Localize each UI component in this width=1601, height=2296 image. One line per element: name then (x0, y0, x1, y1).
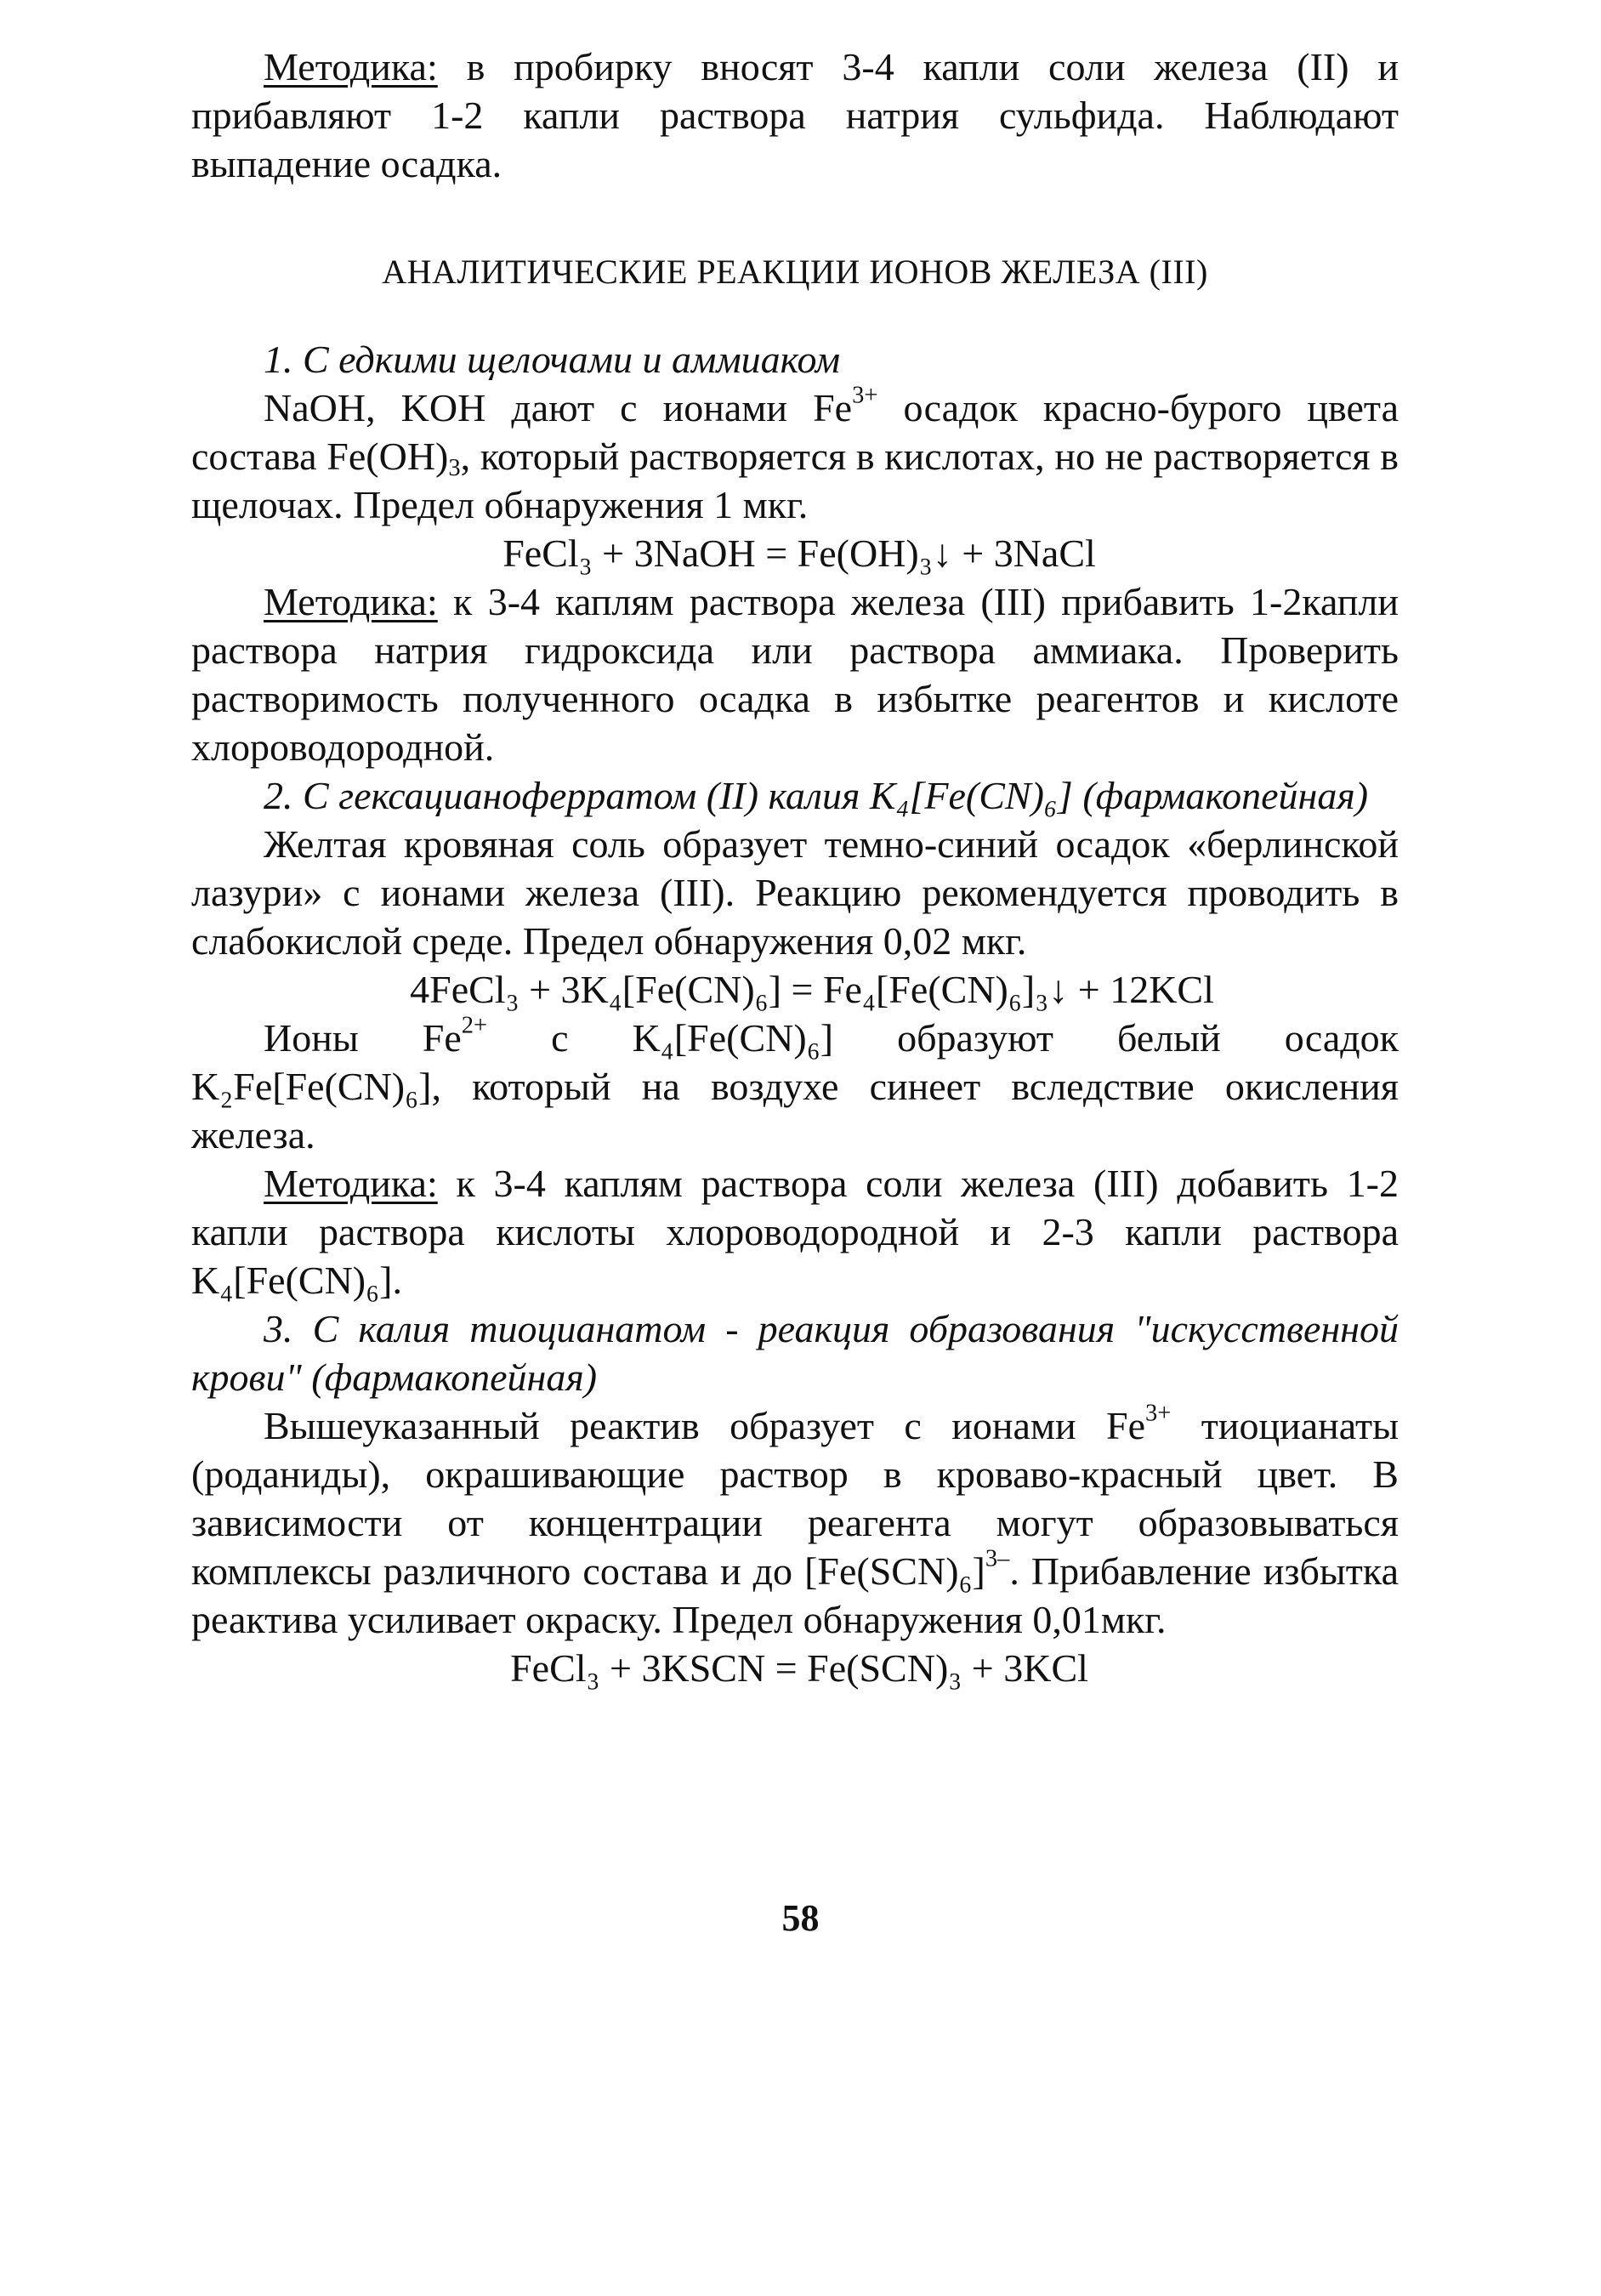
s1-text-a: NaOH, KOH дают с ионами Fe (264, 386, 853, 429)
intro-paragraph (191, 43, 1399, 188)
s3-text-c: . Прибавление избытка реактива усиливает окраску. Предел обнаружения 0,01мкг. (191, 1549, 1399, 1641)
method-label: Методика: (264, 580, 438, 623)
section-2-ions-continuation: K₂Fe[Fe(CN)₆], который на воздухе синеет вследствие окисления железа. (191, 1065, 1399, 1157)
s3-complex-charge: 3– (985, 1545, 1010, 1572)
s3-charge: 3+ (1145, 1400, 1172, 1427)
section-1-heading: 1. С едкими щелочами и аммиаком (264, 338, 841, 381)
s1-charge: 3+ (852, 382, 878, 409)
page-content (191, 43, 1399, 1692)
section-2-ions-line (191, 1014, 1399, 1062)
method-text: к 3-4 каплям раствора соли железа (III) добавить 1-2 капли раствора кислоты хлороводородной и 2-3 капли раствора K₄[Fe(CN)₆]. (191, 1162, 1399, 1302)
section-title: АНАЛИТИЧЕСКИЕ РЕАКЦИИ ИОНОВ ЖЕЛЕЗА (III) (382, 253, 1208, 291)
intro-text: в пробирку вносят 3-4 капли соли железа (II) и прибавляют 1-2 капли раствора натрия сульфида. Наблюдают выпадение осадка. (191, 45, 1399, 185)
formula-3: FeCl₃ + 3KSCN = Fe(SCN)₃ + 3KCl (510, 1646, 1088, 1690)
s1-text-c: , который растворяется в кислотах, но не растворяется в щелочах. Предел обнаружения 1 мкг. (191, 435, 1399, 526)
s1-text-b: осадок красно-бурого цвета состава Fe(OH) (191, 386, 1399, 478)
section-1-method (191, 577, 1399, 771)
formula-1: FeCl₃ + 3NaOH = Fe(OH)₃↓ + 3NaCl (502, 531, 1096, 575)
ions-text-b: с K₄[Fe(CN)₆] образуют белый осадок (487, 1016, 1399, 1060)
section-2-paragraph: Желтая кровяная соль образует темно-синий осадок «берлинской лазури» с ионами железа (III). Реакцию рекомендуется проводить в слабокислой среде. Предел обнаружения 0,02 мкг. (191, 822, 1399, 963)
section-3-paragraph (191, 1401, 1399, 1644)
s3-text-a: Вышеуказанный реактив образует с ионами Fe (264, 1404, 1146, 1447)
ions-text-a: Ионы Fe (264, 1016, 462, 1060)
formula-2: 4FeCl₃ + 3K₄[Fe(CN)₆] = Fe₄[Fe(CN)₆]₃↓ + 12KCl (410, 968, 1214, 1011)
s3-text-b: тиоцианаты (роданиды), окрашивающие раствор в кроваво-красный цвет. В зависимости от концентрации реагента могут образовываться комплексы различного состава и до [Fe(SCN)₆] (191, 1404, 1399, 1593)
ions-charge: 2+ (461, 1012, 488, 1039)
section-2-method (191, 1159, 1399, 1304)
section-3-heading: 3. С калия тиоцианатом - реакция образования "искусственной крови" (фармакопейная) (191, 1307, 1399, 1399)
method-label: Методика: (264, 45, 438, 88)
method-text: к 3-4 каплям раствора железа (III) прибавить 1-2капли раствора натрия гидроксида или раствора аммиака. Проверить растворимость полученного осадка в избытке реагентов и кислоте хлороводородной. (191, 580, 1399, 769)
method-label: Методика: (264, 1162, 438, 1205)
section-1-paragraph (191, 384, 1399, 529)
s1-subscript: 3 (448, 455, 461, 482)
page-number: 58 (781, 1897, 820, 1939)
section-2-heading: 2. С гексацианоферратом (II) калия K₄[Fe(CN)₆] (фармакопейная) (264, 774, 1369, 817)
